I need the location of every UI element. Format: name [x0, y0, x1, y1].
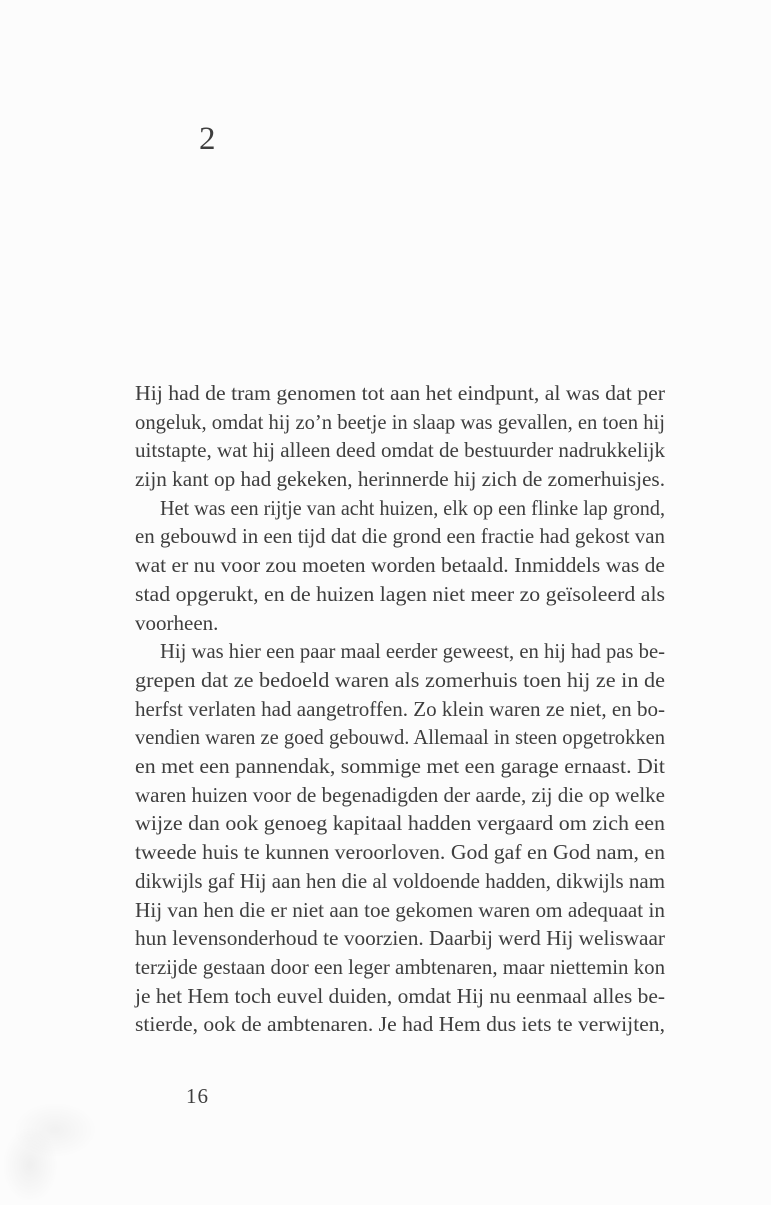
- text-line: dikwijls gaf Hij aan hen die al voldoende hadden, dikwijls nam: [135, 869, 665, 893]
- text-line: Het was een rijtje van acht huizen, elk op een flinke lap grond,: [160, 496, 665, 520]
- text-line: terzijde gestaan door een leger ambtenaren, maar niettemin kon: [135, 955, 666, 979]
- text-line: hun levensonderhoud te voorzien. Daarbij werd Hij weliswaar: [135, 926, 666, 950]
- chapter-number: 2: [199, 121, 216, 157]
- text-line: voorheen.: [135, 611, 219, 635]
- text-line: Hij was hier een paar maal eerder geweest, en hij had pas be-: [160, 639, 665, 663]
- text-line: ongeluk, omdat hij zo’n beetje in slaap was gevallen, en toen hij: [135, 410, 665, 434]
- text-line: vendien waren ze goed gebouwd. Allemaal in steen opgetrokken: [135, 725, 666, 749]
- text-line: waren huizen voor de begenadigden der aarde, zij die op welke: [135, 783, 665, 807]
- text-line: grepen dat ze bedoeld waren als zomerhuis toen hij ze in de: [135, 668, 665, 692]
- text-line: uitstapte, wat hij alleen deed omdat de bestuurder nadrukkelijk: [135, 438, 666, 462]
- text-line: Hij had de tram genomen tot aan het eindpunt, al was dat per: [135, 381, 665, 405]
- text-line: je het Hem toch euvel duiden, omdat Hij nu eenmaal alles be-: [133, 984, 665, 1008]
- text-line: wat er nu voor zou moeten worden betaald. Inmiddels was de: [135, 553, 665, 577]
- text-line: en gebouwd in een tijd dat die grond een fractie had gekost van: [135, 524, 666, 548]
- text-line: stad opgerukt, en de huizen lagen niet meer zo geïsoleerd als: [135, 582, 665, 606]
- text-line: Hij van hen die er niet aan toe gekomen waren om adequaat in: [135, 898, 666, 922]
- text-line: wijze dan ook genoeg kapitaal hadden vergaard om zich een: [135, 811, 666, 835]
- text-line: en met een pannendak, sommige met een garage ernaast. Dit: [135, 754, 666, 778]
- text-line: stierde, ook de ambtenaren. Je had Hem dus iets te verwijten,: [135, 1012, 665, 1036]
- text-line: zijn kant op had gekeken, herinnerde hij zich de zomerhuisjes.: [135, 467, 665, 491]
- text-line: tweede huis te kunnen veroorloven. God gaf en God nam, en: [135, 840, 666, 864]
- page-number: 16: [186, 1084, 209, 1108]
- text-line: herfst verlaten had aangetroffen. Zo klein waren ze niet, en bo-: [135, 697, 665, 721]
